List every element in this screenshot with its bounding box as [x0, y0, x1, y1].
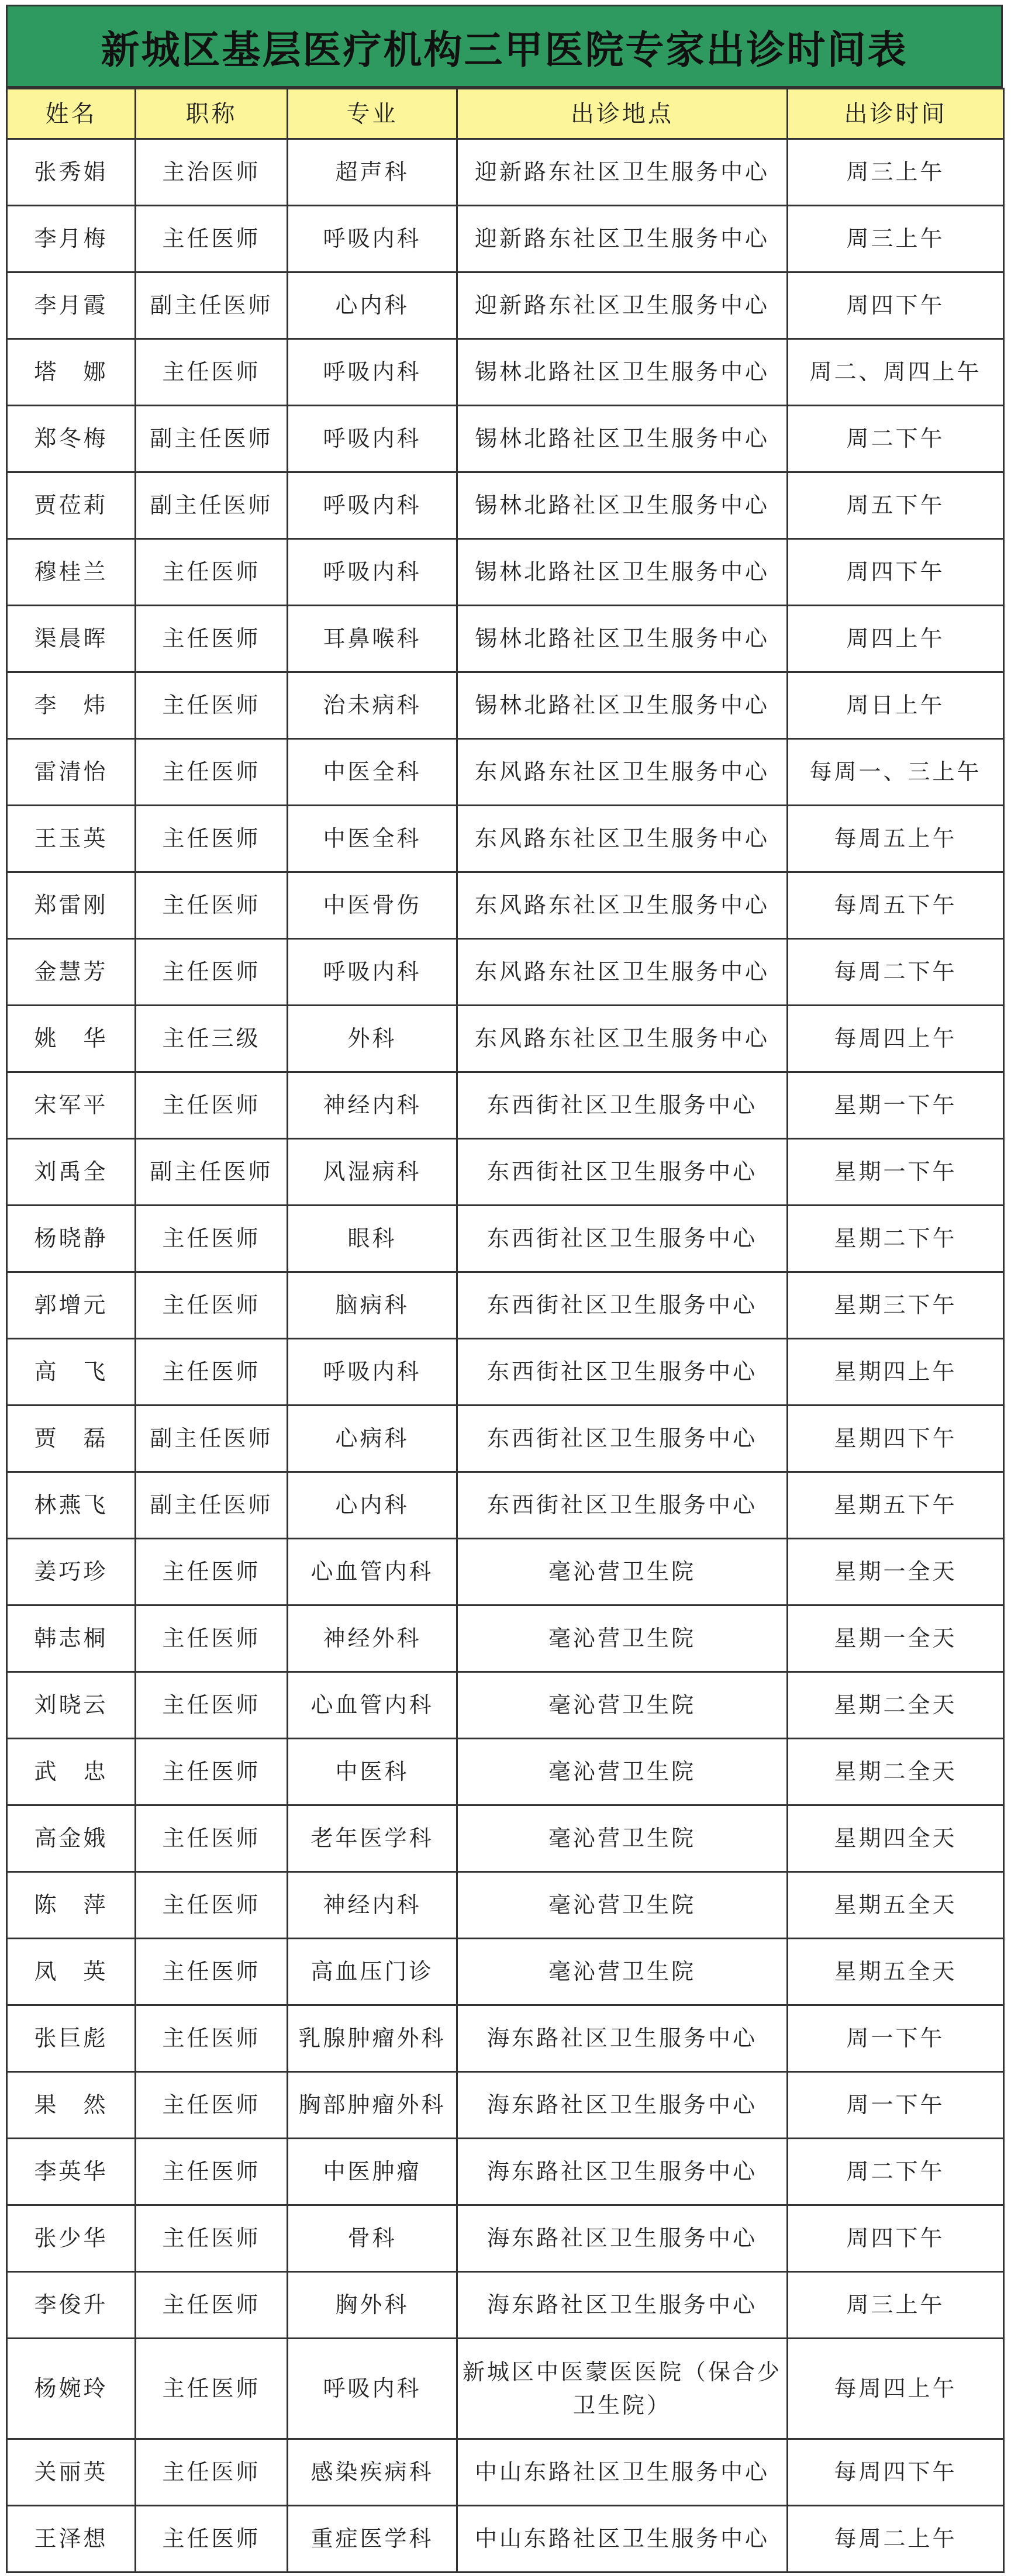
cell-specialty: 呼吸内科 [288, 939, 457, 1006]
cell-specialty: 耳鼻喉科 [288, 606, 457, 672]
cell-title: 主任医师 [136, 339, 288, 406]
schedule-sheet [6, 5, 1003, 2573]
cell-time: 星期二下午 [788, 1206, 1004, 1272]
cell-location: 东西街社区卫生服务中心 [457, 1206, 788, 1272]
cell-specialty: 眼科 [288, 1206, 457, 1272]
table-header-row [7, 89, 1004, 139]
cell-specialty: 治未病科 [288, 672, 457, 739]
cell-time: 星期五下午 [788, 1472, 1004, 1539]
cell-time: 每周五上午 [788, 806, 1004, 872]
cell-location: 海东路社区卫生服务中心 [457, 2072, 788, 2139]
header-name: 姓名 [7, 89, 136, 139]
cell-specialty: 呼吸内科 [288, 206, 457, 272]
cell-title: 主任医师 [136, 806, 288, 872]
table-row [7, 739, 1004, 806]
cell-location: 迎新路东社区卫生服务中心 [457, 272, 788, 339]
cell-location: 海东路社区卫生服务中心 [457, 2005, 788, 2072]
table-row [7, 1939, 1004, 2005]
cell-title: 副主任医师 [136, 272, 288, 339]
cell-title: 主任医师 [136, 672, 288, 739]
cell-location: 锡林北路社区卫生服务中心 [457, 539, 788, 606]
cell-time: 周三上午 [788, 2272, 1004, 2339]
cell-specialty: 乳腺肿瘤外科 [288, 2005, 457, 2072]
cell-name: 李月梅 [7, 206, 136, 272]
table-row [7, 939, 1004, 1006]
table-row [7, 539, 1004, 606]
table-row [7, 1539, 1004, 1605]
cell-location: 中山东路社区卫生服务中心 [457, 2439, 788, 2506]
cell-time: 周二下午 [788, 406, 1004, 472]
header-location: 出诊地点 [457, 89, 788, 139]
table-row [7, 2139, 1004, 2205]
cell-name: 姜巧珍 [7, 1539, 136, 1605]
cell-time: 周二、周四上午 [788, 339, 1004, 406]
cell-name: 凤 英 [7, 1939, 136, 2005]
cell-location: 毫沁营卫生院 [457, 1539, 788, 1605]
cell-location: 毫沁营卫生院 [457, 1872, 788, 1939]
cell-name: 郭增元 [7, 1272, 136, 1339]
cell-specialty: 胸外科 [288, 2272, 457, 2339]
cell-location: 毫沁营卫生院 [457, 1672, 788, 1739]
cell-specialty: 中医骨伤 [288, 872, 457, 939]
cell-name: 关丽英 [7, 2439, 136, 2506]
cell-title: 主任医师 [136, 606, 288, 672]
cell-location: 毫沁营卫生院 [457, 1739, 788, 1805]
cell-specialty: 中医科 [288, 1739, 457, 1805]
cell-time: 周四上午 [788, 606, 1004, 672]
cell-title: 主任医师 [136, 1206, 288, 1272]
cell-location: 海东路社区卫生服务中心 [457, 2272, 788, 2339]
header-time: 出诊时间 [788, 89, 1004, 139]
cell-specialty: 呼吸内科 [288, 1339, 457, 1406]
table-row [7, 2272, 1004, 2339]
cell-location: 毫沁营卫生院 [457, 1939, 788, 2005]
cell-location: 东风路东社区卫生服务中心 [457, 739, 788, 806]
cell-name: 张少华 [7, 2205, 136, 2272]
cell-name: 杨婉玲 [7, 2339, 136, 2439]
cell-specialty: 神经内科 [288, 1872, 457, 1939]
cell-name: 宋军平 [7, 1072, 136, 1139]
cell-time: 星期四全天 [788, 1805, 1004, 1872]
cell-name: 渠晨晖 [7, 606, 136, 672]
cell-name: 姚 华 [7, 1006, 136, 1072]
cell-time: 周四下午 [788, 539, 1004, 606]
cell-time: 星期一全天 [788, 1605, 1004, 1672]
cell-time: 每周四下午 [788, 2439, 1004, 2506]
cell-title: 主任医师 [136, 1872, 288, 1939]
cell-title: 主任医师 [136, 2139, 288, 2205]
cell-specialty: 心血管内科 [288, 1539, 457, 1605]
cell-specialty: 老年医学科 [288, 1805, 457, 1872]
cell-title: 主任医师 [136, 2072, 288, 2139]
cell-specialty: 心血管内科 [288, 1672, 457, 1739]
cell-name: 郑雷刚 [7, 872, 136, 939]
cell-name: 贾莅莉 [7, 472, 136, 539]
cell-specialty: 中医全科 [288, 739, 457, 806]
cell-specialty: 外科 [288, 1006, 457, 1072]
cell-time: 周二下午 [788, 2139, 1004, 2205]
cell-location: 锡林北路社区卫生服务中心 [457, 406, 788, 472]
cell-specialty: 心病科 [288, 1406, 457, 1472]
cell-location: 毫沁营卫生院 [457, 1605, 788, 1672]
cell-time: 周四下午 [788, 2205, 1004, 2272]
cell-title: 主治医师 [136, 139, 288, 206]
table-row [7, 1472, 1004, 1539]
table-row [7, 2205, 1004, 2272]
cell-location: 新城区中医蒙医医院（保合少卫生院） [457, 2339, 788, 2439]
cell-title: 主任医师 [136, 1739, 288, 1805]
cell-location: 东风路东社区卫生服务中心 [457, 939, 788, 1006]
cell-time: 星期四下午 [788, 1406, 1004, 1472]
cell-time: 周日上午 [788, 672, 1004, 739]
cell-title: 主任医师 [136, 1672, 288, 1739]
cell-location: 东西街社区卫生服务中心 [457, 1339, 788, 1406]
table-row [7, 1605, 1004, 1672]
cell-location: 迎新路东社区卫生服务中心 [457, 139, 788, 206]
table-row [7, 1072, 1004, 1139]
table-row [7, 1739, 1004, 1805]
cell-specialty: 中医全科 [288, 806, 457, 872]
cell-name: 李英华 [7, 2139, 136, 2205]
cell-name: 高 飞 [7, 1339, 136, 1406]
cell-location: 迎新路东社区卫生服务中心 [457, 206, 788, 272]
cell-specialty: 心内科 [288, 1472, 457, 1539]
table-row [7, 1672, 1004, 1739]
cell-name: 王玉英 [7, 806, 136, 872]
cell-name: 刘禹全 [7, 1139, 136, 1206]
cell-specialty: 中医肿瘤 [288, 2139, 457, 2205]
cell-title: 主任医师 [136, 2506, 288, 2572]
cell-title: 主任三级 [136, 1006, 288, 1072]
cell-time: 星期五全天 [788, 1872, 1004, 1939]
cell-name: 郑冬梅 [7, 406, 136, 472]
cell-specialty: 脑病科 [288, 1272, 457, 1339]
cell-location: 锡林北路社区卫生服务中心 [457, 339, 788, 406]
cell-name: 金慧芳 [7, 939, 136, 1006]
cell-name: 张秀娟 [7, 139, 136, 206]
cell-time: 星期一下午 [788, 1072, 1004, 1139]
table-row [7, 2506, 1004, 2572]
table-row [7, 872, 1004, 939]
table-row [7, 1272, 1004, 1339]
cell-title: 主任医师 [136, 1939, 288, 2005]
cell-title: 副主任医师 [136, 1472, 288, 1539]
table-row [7, 1339, 1004, 1406]
table-row [7, 272, 1004, 339]
table-row [7, 672, 1004, 739]
cell-specialty: 呼吸内科 [288, 406, 457, 472]
cell-location: 东西街社区卫生服务中心 [457, 1272, 788, 1339]
cell-title: 副主任医师 [136, 406, 288, 472]
header-title: 职称 [136, 89, 288, 139]
cell-time: 星期一下午 [788, 1139, 1004, 1206]
cell-title: 主任医师 [136, 1805, 288, 1872]
cell-time: 每周五下午 [788, 872, 1004, 939]
cell-specialty: 呼吸内科 [288, 339, 457, 406]
table-row [7, 139, 1004, 206]
cell-specialty: 呼吸内科 [288, 2339, 457, 2439]
cell-title: 主任医师 [136, 539, 288, 606]
cell-title: 主任医师 [136, 2439, 288, 2506]
cell-specialty: 神经内科 [288, 1072, 457, 1139]
cell-time: 星期四上午 [788, 1339, 1004, 1406]
table-row [7, 339, 1004, 406]
cell-specialty: 呼吸内科 [288, 472, 457, 539]
cell-location: 东西街社区卫生服务中心 [457, 1139, 788, 1206]
cell-time: 周一下午 [788, 2072, 1004, 2139]
cell-title: 主任医师 [136, 1072, 288, 1139]
cell-name: 韩志桐 [7, 1605, 136, 1672]
cell-specialty: 骨科 [288, 2205, 457, 2272]
table-row [7, 1006, 1004, 1072]
cell-location: 东西街社区卫生服务中心 [457, 1472, 788, 1539]
cell-time: 周三上午 [788, 139, 1004, 206]
cell-name: 武 忠 [7, 1739, 136, 1805]
cell-title: 副主任医师 [136, 1139, 288, 1206]
cell-title: 主任医师 [136, 1539, 288, 1605]
schedule-table [6, 88, 1005, 2573]
cell-time: 星期二全天 [788, 1672, 1004, 1739]
cell-time: 星期五全天 [788, 1939, 1004, 2005]
table-row [7, 2005, 1004, 2072]
table-row [7, 406, 1004, 472]
table-row [7, 2339, 1004, 2439]
cell-name: 林燕飞 [7, 1472, 136, 1539]
cell-time: 星期一全天 [788, 1539, 1004, 1605]
table-row [7, 2072, 1004, 2139]
cell-name: 塔 娜 [7, 339, 136, 406]
cell-title: 主任医师 [136, 2205, 288, 2272]
cell-location: 毫沁营卫生院 [457, 1805, 788, 1872]
table-row [7, 206, 1004, 272]
cell-location: 东风路东社区卫生服务中心 [457, 872, 788, 939]
cell-name: 李月霞 [7, 272, 136, 339]
cell-name: 穆桂兰 [7, 539, 136, 606]
cell-title: 主任医师 [136, 939, 288, 1006]
cell-location: 东风路东社区卫生服务中心 [457, 1006, 788, 1072]
cell-name: 杨晓静 [7, 1206, 136, 1272]
cell-time: 周五下午 [788, 472, 1004, 539]
table-row [7, 606, 1004, 672]
cell-title: 主任医师 [136, 1272, 288, 1339]
cell-specialty: 胸部肿瘤外科 [288, 2072, 457, 2139]
table-row [7, 806, 1004, 872]
cell-time: 每周四上午 [788, 2339, 1004, 2439]
cell-name: 刘晓云 [7, 1672, 136, 1739]
cell-location: 中山东路社区卫生服务中心 [457, 2506, 788, 2572]
cell-title: 主任医师 [136, 2272, 288, 2339]
cell-title: 副主任医师 [136, 1406, 288, 1472]
cell-location: 锡林北路社区卫生服务中心 [457, 672, 788, 739]
cell-specialty: 风湿病科 [288, 1139, 457, 1206]
cell-time: 周四下午 [788, 272, 1004, 339]
cell-title: 副主任医师 [136, 472, 288, 539]
cell-time: 周一下午 [788, 2005, 1004, 2072]
cell-specialty: 感染疾病科 [288, 2439, 457, 2506]
page-title: 新城区基层医疗机构三甲医院专家出诊时间表 [6, 5, 1003, 88]
cell-time: 星期二全天 [788, 1739, 1004, 1805]
cell-specialty: 呼吸内科 [288, 539, 457, 606]
table-row [7, 2439, 1004, 2506]
cell-specialty: 高血压门诊 [288, 1939, 457, 2005]
table-row [7, 1206, 1004, 1272]
cell-title: 主任医师 [136, 206, 288, 272]
cell-location: 海东路社区卫生服务中心 [457, 2205, 788, 2272]
cell-time: 每周二上午 [788, 2506, 1004, 2572]
cell-location: 东风路东社区卫生服务中心 [457, 806, 788, 872]
cell-time: 每周一、三上午 [788, 739, 1004, 806]
cell-specialty: 超声科 [288, 139, 457, 206]
cell-time: 每周二下午 [788, 939, 1004, 1006]
table-row [7, 1805, 1004, 1872]
cell-name: 高金娥 [7, 1805, 136, 1872]
table-row [7, 1406, 1004, 1472]
cell-name: 王泽想 [7, 2506, 136, 2572]
cell-title: 主任医师 [136, 872, 288, 939]
table-row [7, 1872, 1004, 1939]
cell-time: 周三上午 [788, 206, 1004, 272]
cell-specialty: 心内科 [288, 272, 457, 339]
cell-title: 主任医师 [136, 2005, 288, 2072]
cell-title: 主任医师 [136, 2339, 288, 2439]
cell-name: 果 然 [7, 2072, 136, 2139]
table-row [7, 472, 1004, 539]
cell-specialty: 重症医学科 [288, 2506, 457, 2572]
cell-specialty: 神经外科 [288, 1605, 457, 1672]
cell-name: 李 炜 [7, 672, 136, 739]
cell-time: 星期三下午 [788, 1272, 1004, 1339]
cell-name: 陈 萍 [7, 1872, 136, 1939]
cell-location: 东西街社区卫生服务中心 [457, 1072, 788, 1139]
cell-location: 海东路社区卫生服务中心 [457, 2139, 788, 2205]
header-specialty: 专业 [288, 89, 457, 139]
cell-name: 贾 磊 [7, 1406, 136, 1472]
cell-location: 锡林北路社区卫生服务中心 [457, 606, 788, 672]
cell-name: 李俊升 [7, 2272, 136, 2339]
cell-title: 主任医师 [136, 1605, 288, 1672]
cell-location: 锡林北路社区卫生服务中心 [457, 472, 788, 539]
table-row [7, 1139, 1004, 1206]
cell-title: 主任医师 [136, 1339, 288, 1406]
cell-name: 张巨彪 [7, 2005, 136, 2072]
cell-time: 每周四上午 [788, 1006, 1004, 1072]
cell-location: 东西街社区卫生服务中心 [457, 1406, 788, 1472]
cell-name: 雷清怡 [7, 739, 136, 806]
cell-title: 主任医师 [136, 739, 288, 806]
